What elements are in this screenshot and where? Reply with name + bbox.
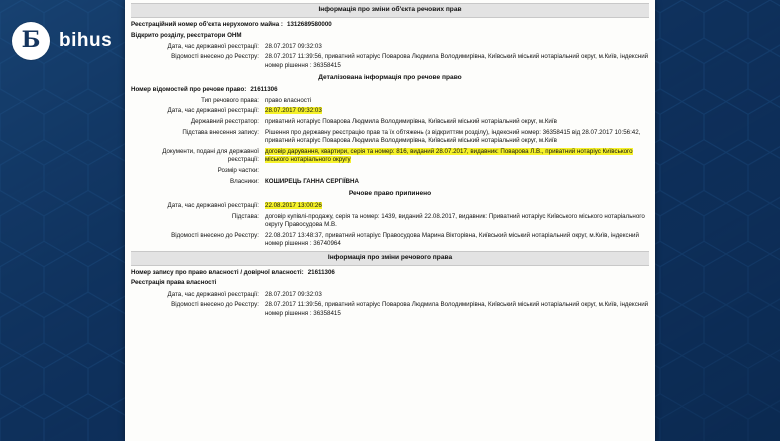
table-row [131, 291, 649, 299]
row-value: 22.08.2017 13:48:37, приватний нотаріус Правосудова Марина Вікторівна, Київський міський нотаріальний округ, м.Київ, індексний номер рішення : 36740964 [265, 231, 639, 248]
row-value: КОШИРЕЦЬ ГАННА СЕРГІЇВНА [265, 177, 359, 185]
brand-logo [12, 22, 112, 60]
section-header-object-changes: Інформація про зміни об'єкта речових прав [131, 3, 649, 18]
row-value [265, 202, 649, 210]
row-label: Дата, час державної реєстрації: [167, 290, 259, 298]
record-number-row [131, 86, 649, 94]
document-sheet [125, 0, 655, 441]
registration-number-value: 1312689580000 [287, 20, 332, 28]
registration-number-row [131, 21, 649, 29]
row-value: право власності [265, 96, 312, 104]
row-value: 28.07.2017 11:39:56, приватний нотаріус Поварова Людмила Володимирівна, Київський міський нотаріальний округ, м.Київ, індексний номер рішення : 36358415 [265, 301, 649, 317]
row-label: Відомості внесено до Реєстру: [171, 53, 259, 61]
section-header-right-changes: Інформація про зміни речового права [131, 251, 649, 266]
table-row [131, 167, 649, 175]
section-title-detailed-info: Деталізована інформація про речове право [318, 74, 462, 82]
highlight-mark: 28.07.2017 09:32:03 [265, 107, 322, 115]
table-row [131, 53, 649, 70]
table-row-highlighted [131, 148, 649, 165]
row-label: Дата, час державної реєстрації: [167, 42, 259, 50]
table-row [131, 97, 649, 105]
logo-glyph: Б [21, 27, 41, 53]
table-row [131, 213, 649, 230]
table-row [131, 301, 649, 318]
section-title-right-terminated: Речове право припинено [348, 190, 432, 198]
row-value: Рішення про державну реєстрацію прав та їх обтяжень (з відкриттям розділу), індексний номер: 36358415 від 28.07.2017 10:56:42, приватний нотаріус Поварова Людмила Володимирівна, Київський міський нотаріальний округ, м.Київ [265, 128, 641, 145]
row-value: договір купівлі-продажу, серія та номер: 1439, виданий 22.08.2017, видавник: Приватний нотаріус Київського міського нотаріального округу Правосудова М.В. [265, 212, 645, 229]
row-value: 28.07.2017 11:39:56, приватний нотаріус Поварова Людмила Володимирівна, Київський міський нотаріальний округ, м.Київ, індексний номер рішення : 36358415 [265, 53, 649, 69]
row-label: Відомості внесено до Реєстру: [171, 231, 259, 239]
row-label: Відомості внесено до Реєстру: [171, 301, 259, 309]
table-row [131, 43, 649, 51]
highlight-mark: 22.08.2017 13:00:26 [265, 201, 322, 209]
row-label: Державний реєстратор: [190, 118, 259, 126]
row-label: Підстава: [231, 212, 259, 220]
section-title-registration-of-ownership: Реєстрація права власності [131, 279, 217, 287]
table-row [131, 129, 649, 146]
row-label: Тип речового права: [201, 96, 259, 104]
section-open-label: Відкрито розділу, реєстратори ОНМ [131, 31, 242, 39]
row-label: Розмір частки: [217, 167, 259, 175]
registration-number-label: Реєстраційний номер об'єкта нерухомого майна : [131, 20, 283, 28]
table-row-highlighted [131, 107, 649, 115]
ownership-record-label: Номер запису про право власності / довірчої власності: [131, 268, 304, 276]
row-value [265, 148, 649, 165]
record-number-value: 21611306 [250, 85, 278, 93]
ownership-record-value: 21611306 [307, 268, 335, 276]
row-label: Власники: [229, 177, 259, 185]
logo-wordmark: bihus [59, 30, 113, 51]
row-label: Документи, подані для державної реєстрації: [162, 148, 259, 164]
record-number-label: Номер відомостей про речове право: [131, 85, 247, 93]
table-row-owners [131, 178, 649, 186]
ownership-record-row [131, 269, 649, 277]
table-row [131, 118, 649, 126]
row-value: 28.07.2017 09:32:03 [265, 42, 322, 50]
row-value: 28.07.2017 09:32:03 [265, 290, 322, 298]
highlight-mark: договір дарування, квартири, серія та номер: 816, виданий 28.07.2017, видавник: Поварова Л.В., приватний нотаріус Київського міського нотаріального округу [265, 148, 633, 164]
table-row-highlighted [131, 202, 649, 210]
row-value: приватний нотаріус Поварова Людмила Володимирівна, Київський міський нотаріальний округ, м.Київ [265, 118, 557, 126]
row-label: Підстава внесення запису: [182, 128, 259, 136]
logo-badge-icon [12, 22, 50, 60]
row-label: Дата, час державної реєстрації: [167, 107, 259, 115]
row-label: Дата, час державної реєстрації: [167, 201, 259, 209]
table-row [131, 232, 649, 249]
row-value [265, 107, 649, 115]
